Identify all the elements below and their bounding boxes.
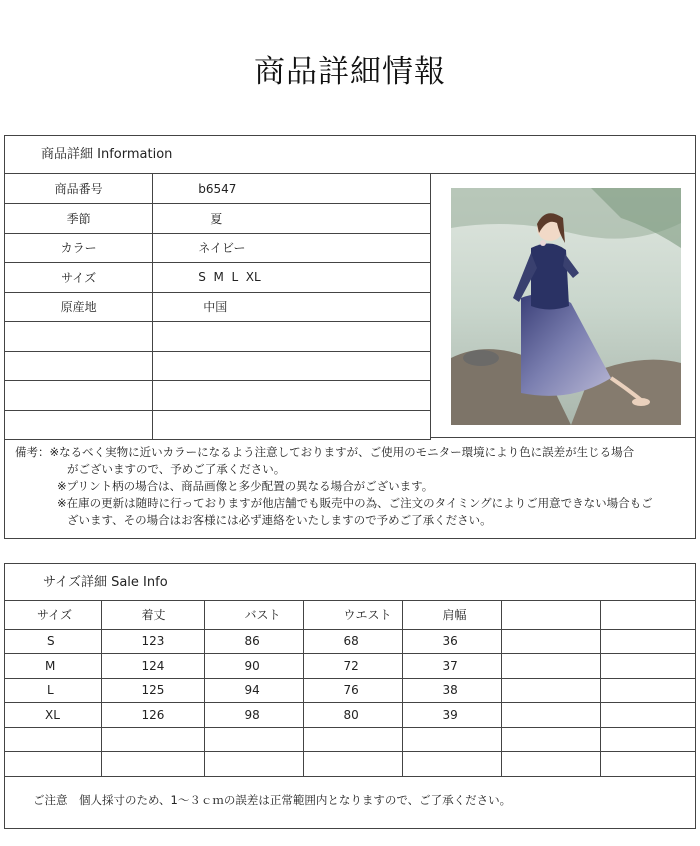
size-table-header-row	[5, 601, 695, 629]
spec-label	[5, 381, 153, 411]
size-cell: 125	[101, 678, 204, 703]
size-cell	[402, 752, 501, 777]
size-cell	[303, 752, 402, 777]
spec-value: ネイビー	[153, 233, 431, 263]
size-cell	[501, 678, 600, 703]
size-cell	[600, 703, 695, 728]
size-row	[5, 654, 695, 679]
size-cell	[5, 752, 101, 777]
size-cell	[501, 727, 600, 752]
spec-label	[5, 410, 153, 440]
page-title: 商品詳細情報	[254, 54, 446, 90]
size-row	[5, 703, 695, 728]
size-cell: 36	[402, 629, 501, 654]
spec-label	[5, 322, 153, 352]
size-cell	[600, 752, 695, 777]
size-cell: M	[5, 654, 101, 679]
size-cell	[501, 654, 600, 679]
size-cell: L	[5, 678, 101, 703]
size-footnote: ご注意 個人採寸のため、1～３ｃｍの誤差は正常範囲内となりますので、ご了承ください。	[33, 793, 512, 807]
size-cell: 90	[204, 654, 303, 679]
note-line: ざいます、その場合はお客様には必ず連絡をいたしますので予めご了承ください。	[67, 513, 492, 527]
size-cell	[101, 752, 204, 777]
size-cell	[501, 629, 600, 654]
size-cell: 126	[101, 703, 204, 728]
spec-label: サイズ	[5, 263, 153, 293]
size-cell: 72	[303, 654, 402, 679]
product-detail-panel	[4, 135, 696, 539]
spec-row	[5, 381, 431, 411]
column-header: バスト	[204, 601, 303, 629]
note-line: ※在庫の更新は随時に行っておりますが他店舗でも販売中の為、ご注文のタイミングによりご用意できない場合もご	[57, 496, 653, 510]
size-row	[5, 629, 695, 654]
size-cell: 98	[204, 703, 303, 728]
size-cell	[101, 727, 204, 752]
size-cell: 76	[303, 678, 402, 703]
spec-value	[153, 381, 431, 411]
spec-value: b6547	[153, 174, 431, 204]
column-header: ウエスト	[303, 601, 402, 629]
spec-value: S M L XL	[153, 263, 431, 293]
spec-row	[5, 263, 431, 293]
spec-label: 原産地	[5, 292, 153, 322]
size-cell: 124	[101, 654, 204, 679]
note-line: ※プリント柄の場合は、商品画像と多少配置の異なる場合がございます。	[57, 479, 434, 493]
spec-value: 夏	[153, 204, 431, 234]
size-header: サイズ詳細 Sale Info	[5, 564, 695, 601]
spec-value	[153, 410, 431, 440]
size-cell: 80	[303, 703, 402, 728]
notes-block	[5, 438, 695, 529]
size-cell: S	[5, 629, 101, 654]
note-line: 備考：※なるべく実物に近いカラーになるよう注意しておりますが、ご使用のモニター環境により色に誤差が生じる場合	[15, 445, 635, 459]
size-cell: XL	[5, 703, 101, 728]
size-cell: 86	[204, 629, 303, 654]
size-cell	[600, 727, 695, 752]
column-header	[501, 601, 600, 629]
spec-row	[5, 322, 431, 352]
model-in-dress-image	[451, 188, 681, 425]
column-header: 肩幅	[402, 601, 501, 629]
size-table	[5, 601, 695, 777]
size-cell	[204, 727, 303, 752]
spec-label	[5, 351, 153, 381]
size-detail-panel	[4, 563, 696, 829]
size-cell: 94	[204, 678, 303, 703]
spec-row	[5, 174, 431, 204]
column-header: サイズ	[5, 601, 101, 629]
size-cell	[204, 752, 303, 777]
size-cell	[600, 678, 695, 703]
spec-row	[5, 351, 431, 381]
product-photo-cell	[431, 174, 695, 438]
spec-label: 商品番号	[5, 174, 153, 204]
spec-label: 季節	[5, 204, 153, 234]
product-photo[interactable]	[451, 188, 681, 425]
size-cell	[501, 703, 600, 728]
spec-value	[153, 351, 431, 381]
spec-value	[153, 322, 431, 352]
size-cell	[5, 727, 101, 752]
size-row	[5, 678, 695, 703]
spec-row	[5, 233, 431, 263]
spec-row	[5, 204, 431, 234]
size-cell: 123	[101, 629, 204, 654]
size-cell	[501, 752, 600, 777]
size-cell: 37	[402, 654, 501, 679]
size-row	[5, 727, 695, 752]
note-line: がございますので、予めご了承ください。	[67, 462, 286, 476]
size-row	[5, 752, 695, 777]
size-cell	[303, 727, 402, 752]
detail-header: 商品詳細 Information	[5, 136, 695, 174]
spec-row	[5, 410, 431, 440]
size-cell: 68	[303, 629, 402, 654]
spec-value: 中国	[153, 292, 431, 322]
size-cell: 39	[402, 703, 501, 728]
spec-row	[5, 292, 431, 322]
size-cell	[600, 629, 695, 654]
column-header	[600, 601, 695, 629]
size-cell: 38	[402, 678, 501, 703]
size-cell	[402, 727, 501, 752]
spec-label: カラー	[5, 233, 153, 263]
size-cell	[600, 654, 695, 679]
spec-table	[5, 174, 431, 440]
column-header: 着丈	[101, 601, 204, 629]
